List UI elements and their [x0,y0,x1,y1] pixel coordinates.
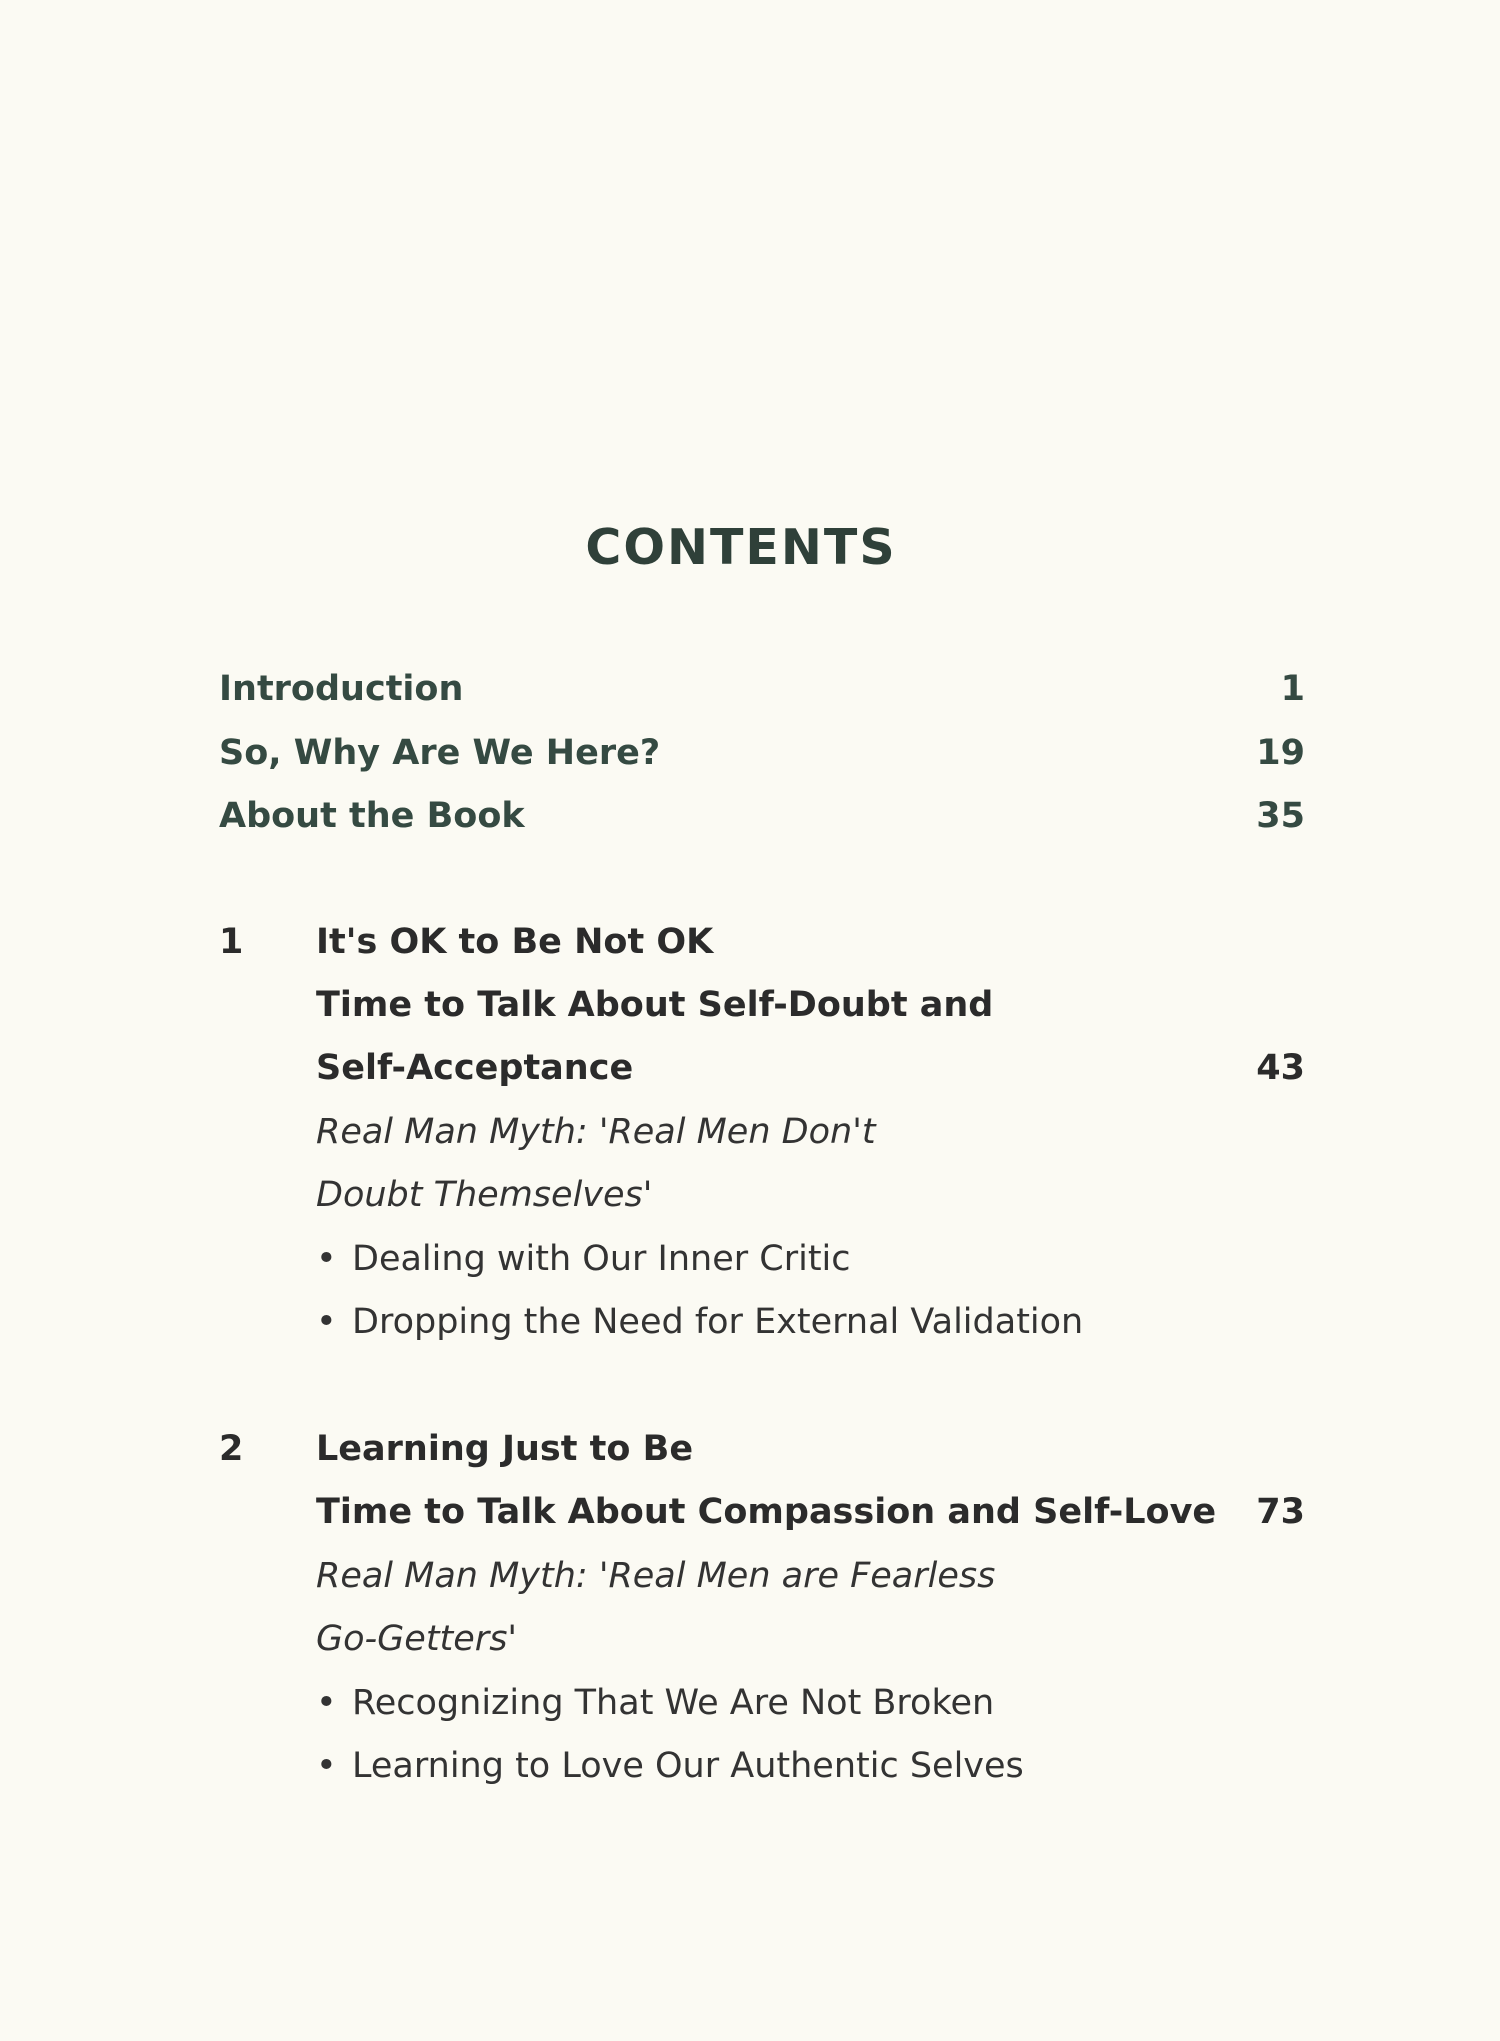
toc-entry-label: About the Book [219,796,525,836]
toc-entry-page: 1 [1280,669,1305,709]
chapter-page: 43 [1256,1048,1305,1088]
chapter-title-text: Learning Just to Be [316,1429,694,1469]
bullet-text: Dealing with Our Inner Critic [352,1239,851,1279]
chapter-subtitle [316,1040,1305,1096]
chapter-subtitle-text: Time to Talk About Compassion and Self-Love [316,1492,1217,1532]
chapter-number: 2 [219,1429,244,1469]
chapter-title [316,1421,1305,1477]
chapter-subtitle-text: Time to Talk About Self-Doubt and [316,985,994,1025]
chapter-myth [316,1548,1305,1604]
chapter-page: 73 [1256,1492,1305,1532]
chapter-bullet-item [316,1675,1305,1731]
chapter-bullet-item [316,1294,1305,1350]
toc-entry-label: Introduction [219,669,464,709]
chapter-subtitle-text: Self-Acceptance [316,1048,634,1088]
toc-entry-introduction [219,661,1305,717]
chapter-subtitle [316,1484,1305,1540]
chapter-bullet-item [316,1231,1305,1287]
bullet-icon: • [316,1683,337,1723]
bullet-icon: • [316,1302,337,1342]
chapter-title-text: It's OK to Be Not OK [316,922,714,962]
chapter-number: 1 [219,922,244,962]
toc-entry-why-are-we-here [219,725,1305,781]
chapter-title [316,914,1305,970]
bullet-text: Dropping the Need for External Validation [352,1302,1084,1342]
toc-entry-label: So, Why Are We Here? [219,733,661,773]
chapter-myth-text: Doubt Themselves' [316,1175,653,1215]
chapter-myth-text: Real Man Myth: 'Real Men are Fearless [316,1556,996,1596]
toc-entry-page: 19 [1256,733,1305,773]
toc-entry-page: 35 [1256,796,1305,836]
bullet-icon: • [316,1746,337,1786]
chapter-bullet-item [316,1738,1305,1794]
bullet-icon: • [316,1239,337,1279]
chapter-subtitle [316,977,1305,1033]
page-title: CONTENTS [585,519,897,576]
chapter-myth [316,1611,1305,1667]
bullet-text: Recognizing That We Are Not Broken [352,1683,995,1723]
chapter-myth [316,1167,1305,1223]
bullet-text: Learning to Love Our Authentic Selves [352,1746,1024,1786]
chapter-myth-text: Go-Getters' [316,1619,518,1659]
chapter-myth [316,1104,1305,1160]
chapter-myth-text: Real Man Myth: 'Real Men Don't [316,1112,876,1152]
toc-entry-about-the-book [219,788,1305,844]
